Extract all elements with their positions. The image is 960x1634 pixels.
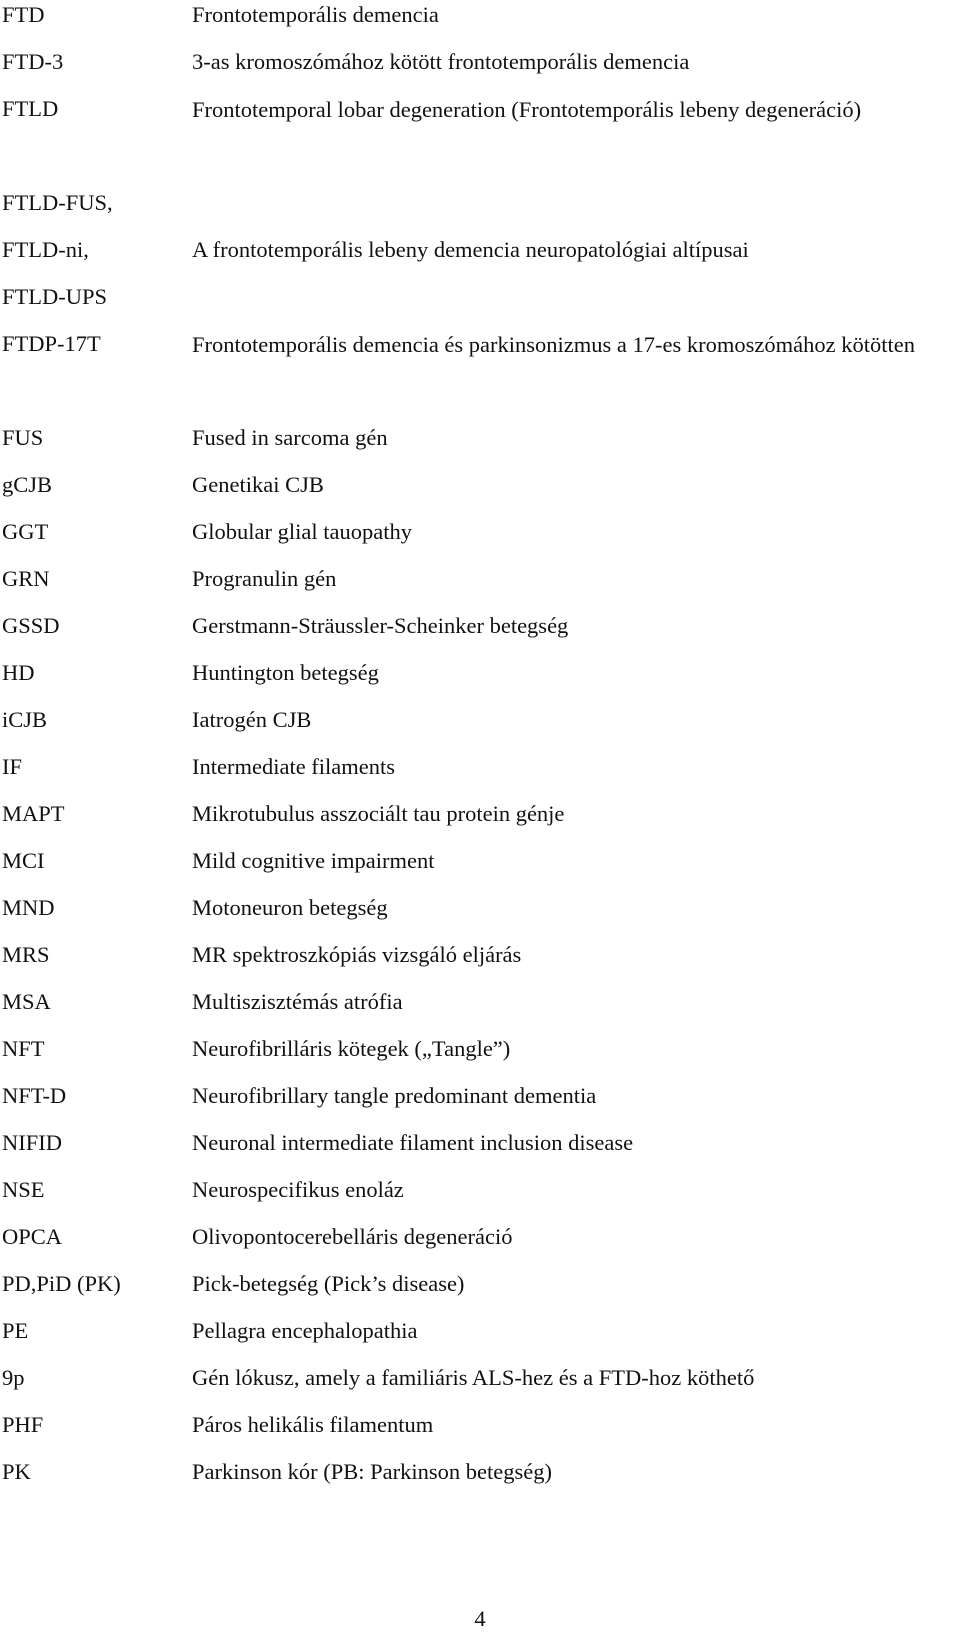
abbreviation: IF — [2, 754, 23, 779]
abbreviation: gCJB — [2, 472, 53, 497]
abbreviation: NFT — [2, 1036, 45, 1061]
definition: Neurofibrillary tangle predominant dementia — [192, 1083, 597, 1108]
abbreviation: NSE — [2, 1177, 45, 1202]
abbreviation: FTLD-UPS — [2, 284, 108, 309]
list-item — [0, 1316, 960, 1363]
definition: Parkinson kór (PB: Parkinson betegség) — [192, 1459, 552, 1484]
definition: Gerstmann-Sträussler-Scheinker betegség — [192, 613, 569, 638]
definition: Globular glial tauopathy — [192, 519, 412, 544]
definition: Olivopontocerebelláris degeneráció — [192, 1224, 513, 1249]
abbreviation: PK — [2, 1459, 31, 1484]
list-item — [0, 1034, 960, 1081]
abbreviation: FTD — [2, 2, 45, 27]
list-item — [0, 188, 960, 235]
definition: Pellagra encephalopathia — [192, 1318, 418, 1343]
abbreviation: iCJB — [2, 707, 48, 732]
list-item — [0, 517, 960, 564]
list-item — [0, 94, 960, 141]
definition: Frontotemporális demencia — [192, 2, 439, 27]
definition: Mikrotubulus asszociált tau protein génje — [192, 801, 565, 826]
list-item — [0, 1128, 960, 1175]
definition: Intermediate filaments — [192, 754, 396, 779]
abbreviation: FUS — [2, 425, 44, 450]
list-item — [0, 987, 960, 1034]
list-item — [0, 470, 960, 517]
definition: Neuronal intermediate filament inclusion disease — [192, 1130, 634, 1155]
list-item — [0, 235, 960, 282]
abbreviation: FTLD-ni, — [2, 237, 89, 262]
definition: Huntington betegség — [192, 660, 379, 685]
abbreviation: GRN — [2, 566, 50, 591]
definition: Fused in sarcoma gén — [192, 425, 388, 450]
list-item — [0, 1222, 960, 1269]
abbreviation: OPCA — [2, 1224, 63, 1249]
list-item — [0, 940, 960, 987]
abbreviation: NIFID — [2, 1130, 62, 1155]
list-item — [0, 799, 960, 846]
definition: Neurofibrilláris kötegek („Tangle”) — [192, 1036, 511, 1061]
abbreviation: GSSD — [2, 613, 60, 638]
list-item — [0, 329, 960, 376]
abbreviation: FTLD-FUS, — [2, 190, 113, 215]
list-item — [0, 658, 960, 705]
definition: A frontotemporális lebeny demencia neuropatológiai altípusai — [192, 237, 749, 262]
list-item — [0, 1081, 960, 1128]
definition: Neurospecifikus enoláz — [192, 1177, 404, 1202]
abbreviation: GGT — [2, 519, 49, 544]
list-item — [0, 846, 960, 893]
abbreviation: MND — [2, 895, 55, 920]
definition: Multiszisztémás atrófia — [192, 989, 403, 1014]
abbreviation: PD,PiD (PK) — [2, 1271, 121, 1296]
list-item — [0, 893, 960, 940]
abbreviation: MRS — [2, 942, 50, 967]
abbreviation: MCI — [2, 848, 45, 873]
list-item — [0, 1175, 960, 1222]
list-item — [0, 1363, 960, 1410]
abbreviation: FTD-3 — [2, 49, 64, 74]
page-number: 4 — [474, 1606, 486, 1631]
definition: Frontotemporális demencia és parkinsonizmus a 17-es kromoszómához kötötten — [192, 332, 915, 357]
list-item — [0, 1269, 960, 1316]
definition: Progranulin gén — [192, 566, 337, 591]
definition: Gén lókusz, amely a familiáris ALS-hez és a FTD-hoz köthető — [192, 1365, 755, 1390]
abbreviation: NFT-D — [2, 1083, 67, 1108]
definition: Motoneuron betegség — [192, 895, 388, 920]
abbreviation: MSA — [2, 989, 51, 1014]
definition: Páros helikális filamentum — [192, 1412, 434, 1437]
list-item — [0, 752, 960, 799]
abbreviation: MAPT — [2, 801, 65, 826]
abbreviation: PHF — [2, 1412, 44, 1437]
list-item — [0, 611, 960, 658]
definition: Mild cognitive impairment — [192, 848, 435, 873]
list-item — [0, 705, 960, 752]
definition: Genetikai CJB — [192, 472, 324, 497]
definition: Pick-betegség (Pick’s disease) — [192, 1271, 465, 1296]
definition: Frontotemporal lobar degeneration (Frontotemporális lebeny degeneráció) — [192, 97, 862, 122]
list-item — [0, 1410, 960, 1457]
abbreviation: FTLD — [2, 96, 59, 121]
list-item — [0, 0, 960, 47]
abbreviation: FTDP-17T — [2, 331, 101, 356]
list-item — [0, 1457, 960, 1504]
definition: Iatrogén CJB — [192, 707, 312, 732]
abbreviation: 9p — [2, 1365, 25, 1390]
list-item — [0, 423, 960, 470]
abbreviation: PE — [2, 1318, 29, 1343]
definition: MR spektroszkópiás vizsgáló eljárás — [192, 942, 522, 967]
definition: 3-as kromoszómához kötött frontotemporális demencia — [192, 49, 690, 74]
list-item — [0, 564, 960, 611]
abbreviation: HD — [2, 660, 35, 685]
